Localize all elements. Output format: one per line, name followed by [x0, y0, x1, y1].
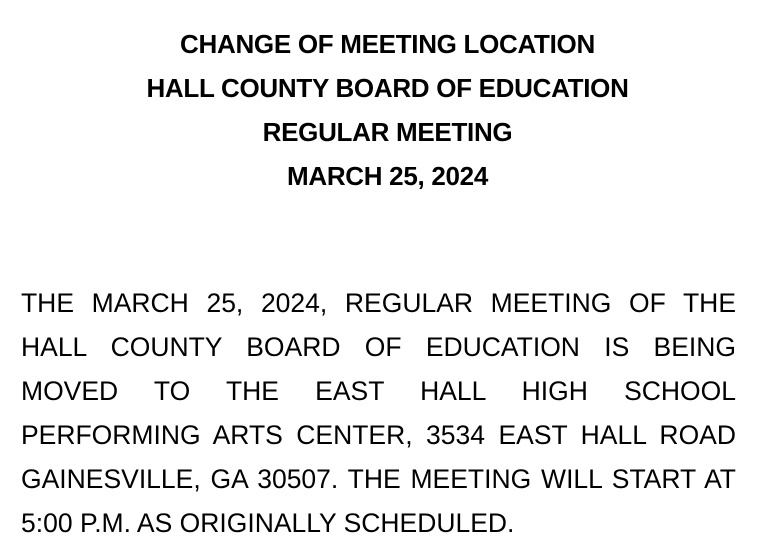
notice-body: THE MARCH 25, 2024, REGULAR MEETING OF THE HALL COUNTY BOARD OF EDUCATION IS BEING MOVED TO THE EAST HALL HIGH SCHOOL PERFORMING ARTS CENTER, 3534 EAST HALL ROAD GAINESVILLE, GA 30507. THE MEETING WILL START AT 5:00 P.M. AS ORIGINALLY SCHEDULED.: [21, 287, 736, 538]
heading-title: CHANGE OF MEETING LOCATION: [180, 29, 595, 59]
heading-date: MARCH 25, 2024: [287, 161, 488, 191]
heading-organization: HALL COUNTY BOARD OF EDUCATION: [146, 73, 629, 103]
notice-heading: [0, 22, 775, 198]
heading-meeting-type: REGULAR MEETING: [262, 117, 513, 147]
